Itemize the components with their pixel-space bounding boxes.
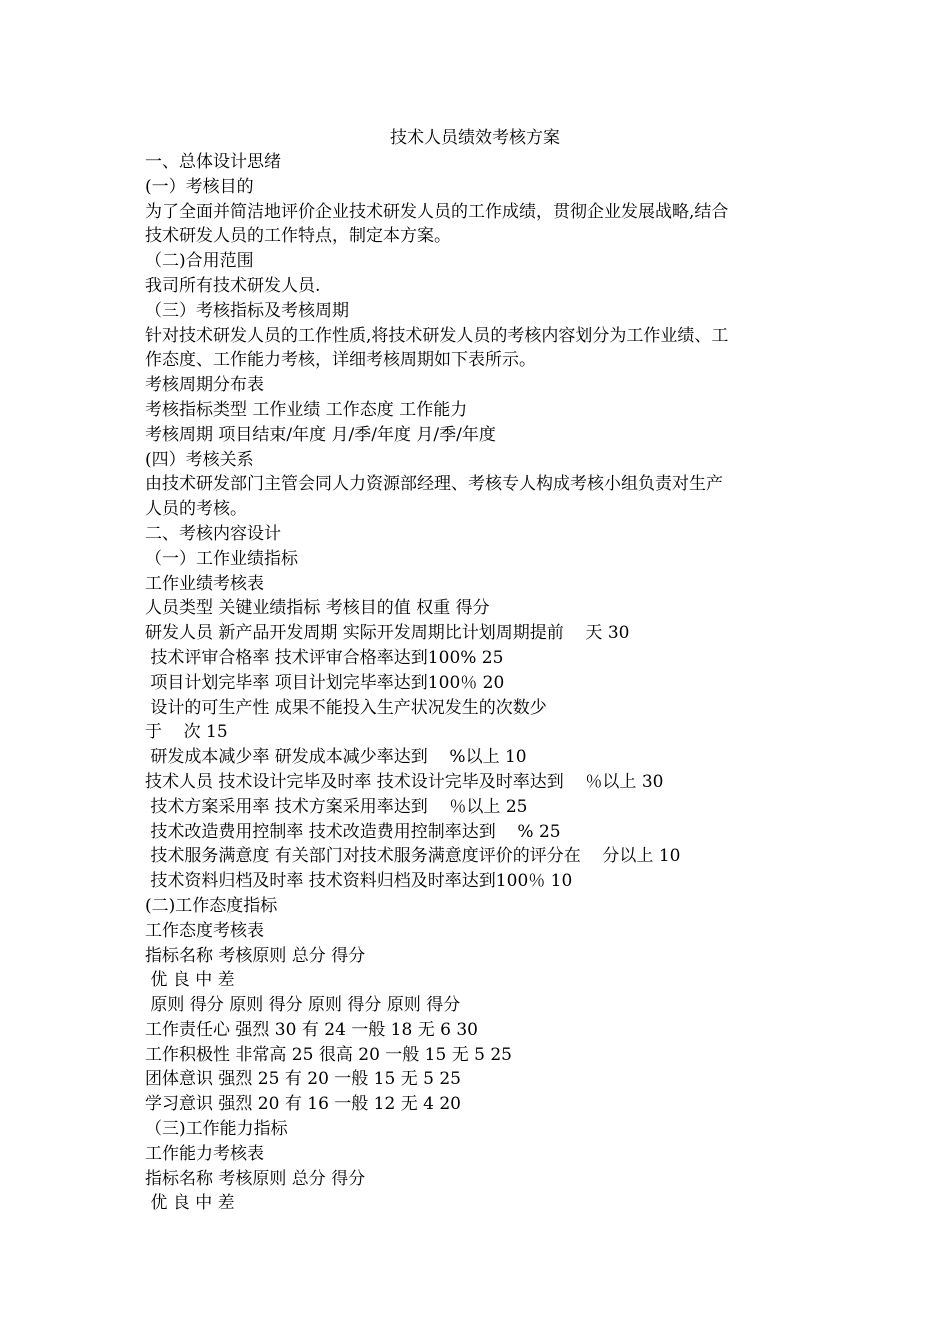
text-line: 研发成本减少率 研发成本减少率达到 %以上 10 bbox=[145, 747, 527, 768]
text-line: 技术研发人员的工作特点，制定本方案。 bbox=[145, 226, 451, 247]
text-line: 技术改造费用控制率 技术改造费用控制率达到 % 25 bbox=[145, 821, 561, 842]
text-line: 考核周期 项目结束/年度 月/季/年度 月/季/年度 bbox=[145, 424, 496, 445]
text-line: （二)合用范围 bbox=[145, 251, 254, 272]
text-line: 技术资料归档及时率 技术资料归档及时率达到100％ 10 bbox=[145, 871, 573, 892]
text-line: 项目计划完毕率 项目计划完毕率达到100％ 20 bbox=[145, 672, 505, 693]
text-line: 技术评审合格率 技术评审合格率达到100% 25 bbox=[145, 647, 504, 668]
text-line: 优 良 中 差 bbox=[145, 970, 235, 991]
text-line: 指标名称 考核原则 总分 得分 bbox=[145, 945, 366, 966]
text-line: 团体意识 强烈 25 有 20 一般 15 无 5 25 bbox=[145, 1069, 461, 1090]
text-line: 一、总体设计思绪 bbox=[145, 152, 281, 172]
text-line: 针对技术研发人员的工作性质,将技术研发人员的考核内容划分为工作业绩、工 bbox=[145, 325, 729, 346]
text-line: （一）工作业绩指标 bbox=[145, 548, 298, 569]
text-line: 考核周期分布表 bbox=[145, 375, 264, 396]
text-line: (四）考核关系 bbox=[145, 449, 254, 470]
text-line: 考核指标类型 工作业绩 工作态度 工作能力 bbox=[145, 399, 468, 420]
text-line: 研发人员 新产品开发周期 实际开发周期比计划周期提前 天 30 bbox=[145, 623, 630, 644]
text-line: 技术方案采用率 技术方案采用率达到 ％以上 25 bbox=[145, 796, 528, 817]
text-line: 工作能力考核表 bbox=[145, 1143, 264, 1164]
text-line: 工作责任心 强烈 30 有 24 一般 18 无 6 30 bbox=[145, 1019, 478, 1040]
text-line: 技术服务满意度 有关部门对技术服务满意度评价的评分在 分以上 10 bbox=[145, 846, 681, 867]
text-line: 为了全面并简洁地评价企业技术研发人员的工作成绩，贯彻企业发展战略,结合 bbox=[145, 201, 729, 222]
text-line: 设计的可生产性 成果不能投入生产状况发生的次数少 bbox=[145, 697, 547, 718]
text-line: 于 次 15 bbox=[145, 722, 228, 743]
text-line: (二)工作态度指标 bbox=[145, 895, 278, 916]
text-line: 人员类型 关键业绩指标 考核目的值 权重 得分 bbox=[145, 598, 490, 619]
text-line: 工作业绩考核表 bbox=[145, 573, 264, 594]
text-line: 人员的考核。 bbox=[145, 499, 247, 520]
text-line: 二、考核内容设计 bbox=[145, 523, 281, 544]
document-body bbox=[145, 150, 815, 1216]
text-line: 作态度、工作能力考核，详细考核周期如下表所示。 bbox=[145, 350, 536, 371]
text-line: 我司所有技术研发人员. bbox=[145, 275, 321, 296]
text-line: （三）考核指标及考核周期 bbox=[145, 300, 349, 321]
text-line: 工作态度考核表 bbox=[145, 920, 264, 941]
text-line: （三)工作能力指标 bbox=[145, 1119, 288, 1140]
text-line: 指标名称 考核原则 总分 得分 bbox=[145, 1168, 366, 1189]
text-line: (一）考核目的 bbox=[145, 176, 254, 197]
text-line: 技术人员 技术设计完毕及时率 技术设计完毕及时率达到 ％以上 30 bbox=[145, 771, 664, 792]
document-title: 技术人员绩效考核方案 bbox=[390, 128, 560, 148]
text-line: 优 良 中 差 bbox=[145, 1193, 235, 1214]
text-line: 工作积极性 非常高 25 很高 20 一般 15 无 5 25 bbox=[145, 1044, 512, 1065]
text-line: 学习意识 强烈 20 有 16 一般 12 无 4 20 bbox=[145, 1094, 461, 1115]
text-line: 由技术研发部门主管会同人力资源部经理、考核专人构成考核小组负责对生产 bbox=[145, 474, 723, 495]
text-line: 原则 得分 原则 得分 原则 得分 原则 得分 bbox=[145, 995, 461, 1016]
